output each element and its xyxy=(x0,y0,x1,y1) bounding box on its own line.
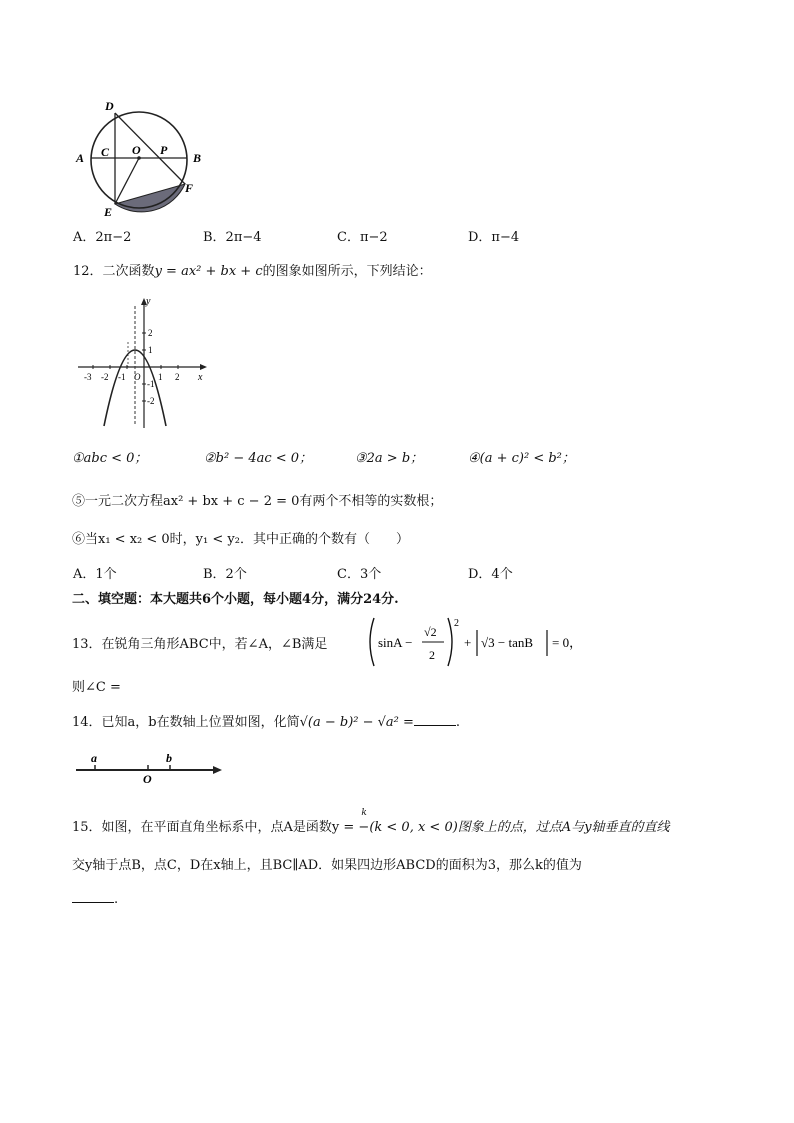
q14-number-line xyxy=(74,750,224,786)
y-tick-neg1: -1 xyxy=(147,379,155,389)
label-e: E xyxy=(104,205,113,219)
q12-parabola-graph xyxy=(74,292,214,430)
svg-text:2: 2 xyxy=(454,618,459,629)
label-b: B xyxy=(193,151,202,165)
line-eo xyxy=(115,158,139,204)
q12-conclusion-2: ②b² − 4ac < 0； xyxy=(204,451,313,466)
q12-stem: 12．二次函数y = ax² + bx + c的图象如图所示，下列结论： xyxy=(73,264,432,279)
q12-conclusion-4: ④(a + c)² < b²； xyxy=(468,451,575,466)
y-tick-2: 2 xyxy=(148,328,153,338)
x-tick-1: 1 xyxy=(158,372,163,382)
svg-text:√3 − tanB: √3 − tanB xyxy=(481,635,534,650)
x-tick-neg2: -2 xyxy=(101,372,109,382)
svg-text:√2: √2 xyxy=(424,625,437,639)
q12-conclusion-3: ③2a > b； xyxy=(355,451,424,466)
origin-o-label: O xyxy=(143,772,152,786)
origin-label: O xyxy=(134,372,141,382)
q15-answer-blank[interactable] xyxy=(72,890,114,903)
svg-text:+: + xyxy=(464,635,472,650)
q12-conclusion-5: ⑤一元二次方程ax² + bx + c − 2 = 0有两个不相等的实数根； xyxy=(72,494,443,509)
point-b-label: b xyxy=(166,751,172,765)
line-df xyxy=(115,113,185,184)
q12-option-c: C．3个 xyxy=(337,567,382,582)
shaded-segment xyxy=(115,184,185,212)
q12-conclusion-6: ⑥当x₁ < x₂ < 0时，y₁ < y₂．其中正确的个数有（ ） xyxy=(72,532,409,547)
q13-stem-prefix: 13．在锐角三角形ABC中，若∠A，∠B满足 xyxy=(72,637,328,652)
q14-answer-blank[interactable] xyxy=(414,713,456,726)
label-c: C xyxy=(101,145,110,159)
circle-o xyxy=(91,112,187,208)
q12-conclusion-1: ①abc < 0； xyxy=(72,451,148,466)
y-tick-neg2: -2 xyxy=(147,396,155,406)
q11-option-c: C．π−2 xyxy=(337,230,388,245)
point-a-label: a xyxy=(91,751,97,765)
q13-formula xyxy=(366,612,586,672)
q13-line2: 则∠C = xyxy=(72,680,121,695)
x-tick-neg3: -3 xyxy=(84,372,92,382)
label-o: O xyxy=(132,143,141,157)
q15-line1: 15．如图，在平面直角坐标系中，点A是函数y = − k (k < 0, x < 0)图象上的点，过点A与y轴垂直的直线 xyxy=(72,808,670,835)
svg-text:= 0，: = 0， xyxy=(552,635,583,650)
q11-option-d: D．π−4 xyxy=(468,230,520,245)
q11-circle-figure xyxy=(72,96,222,220)
label-p: P xyxy=(160,143,168,157)
q14-stem: 14．已知a，b在数轴上位置如图，化简√(a − b)² − √a² = . xyxy=(72,715,461,730)
x-tick-neg1: -1 xyxy=(118,372,126,382)
q12-option-a: A．1个 xyxy=(73,567,117,582)
q12-option-b: B．2个 xyxy=(203,567,247,582)
y-axis-label: y xyxy=(146,296,151,307)
svg-text:sinA −: sinA − xyxy=(378,635,413,650)
label-d: D xyxy=(105,99,114,113)
label-a: A xyxy=(76,151,85,165)
y-tick-1: 1 xyxy=(148,345,153,355)
q11-option-a: A．2π−2 xyxy=(73,230,132,245)
q11-option-b: B．2π−4 xyxy=(203,230,262,245)
section-2-title: 二、填空题：本大题共6个小题，每小题4分，满分24分. xyxy=(72,592,399,607)
svg-text:2: 2 xyxy=(429,648,435,662)
q15-line3: . xyxy=(72,890,118,907)
label-f: F xyxy=(185,181,194,195)
x-tick-2: 2 xyxy=(175,372,180,382)
x-axis-label: x xyxy=(198,372,203,383)
q15-line2: 交y轴于点B，点C，D在x轴上，且BC∥AD．如果四边形ABCD的面积为3，那么k的值为 xyxy=(72,858,582,873)
q12-option-d: D．4个 xyxy=(468,567,513,582)
